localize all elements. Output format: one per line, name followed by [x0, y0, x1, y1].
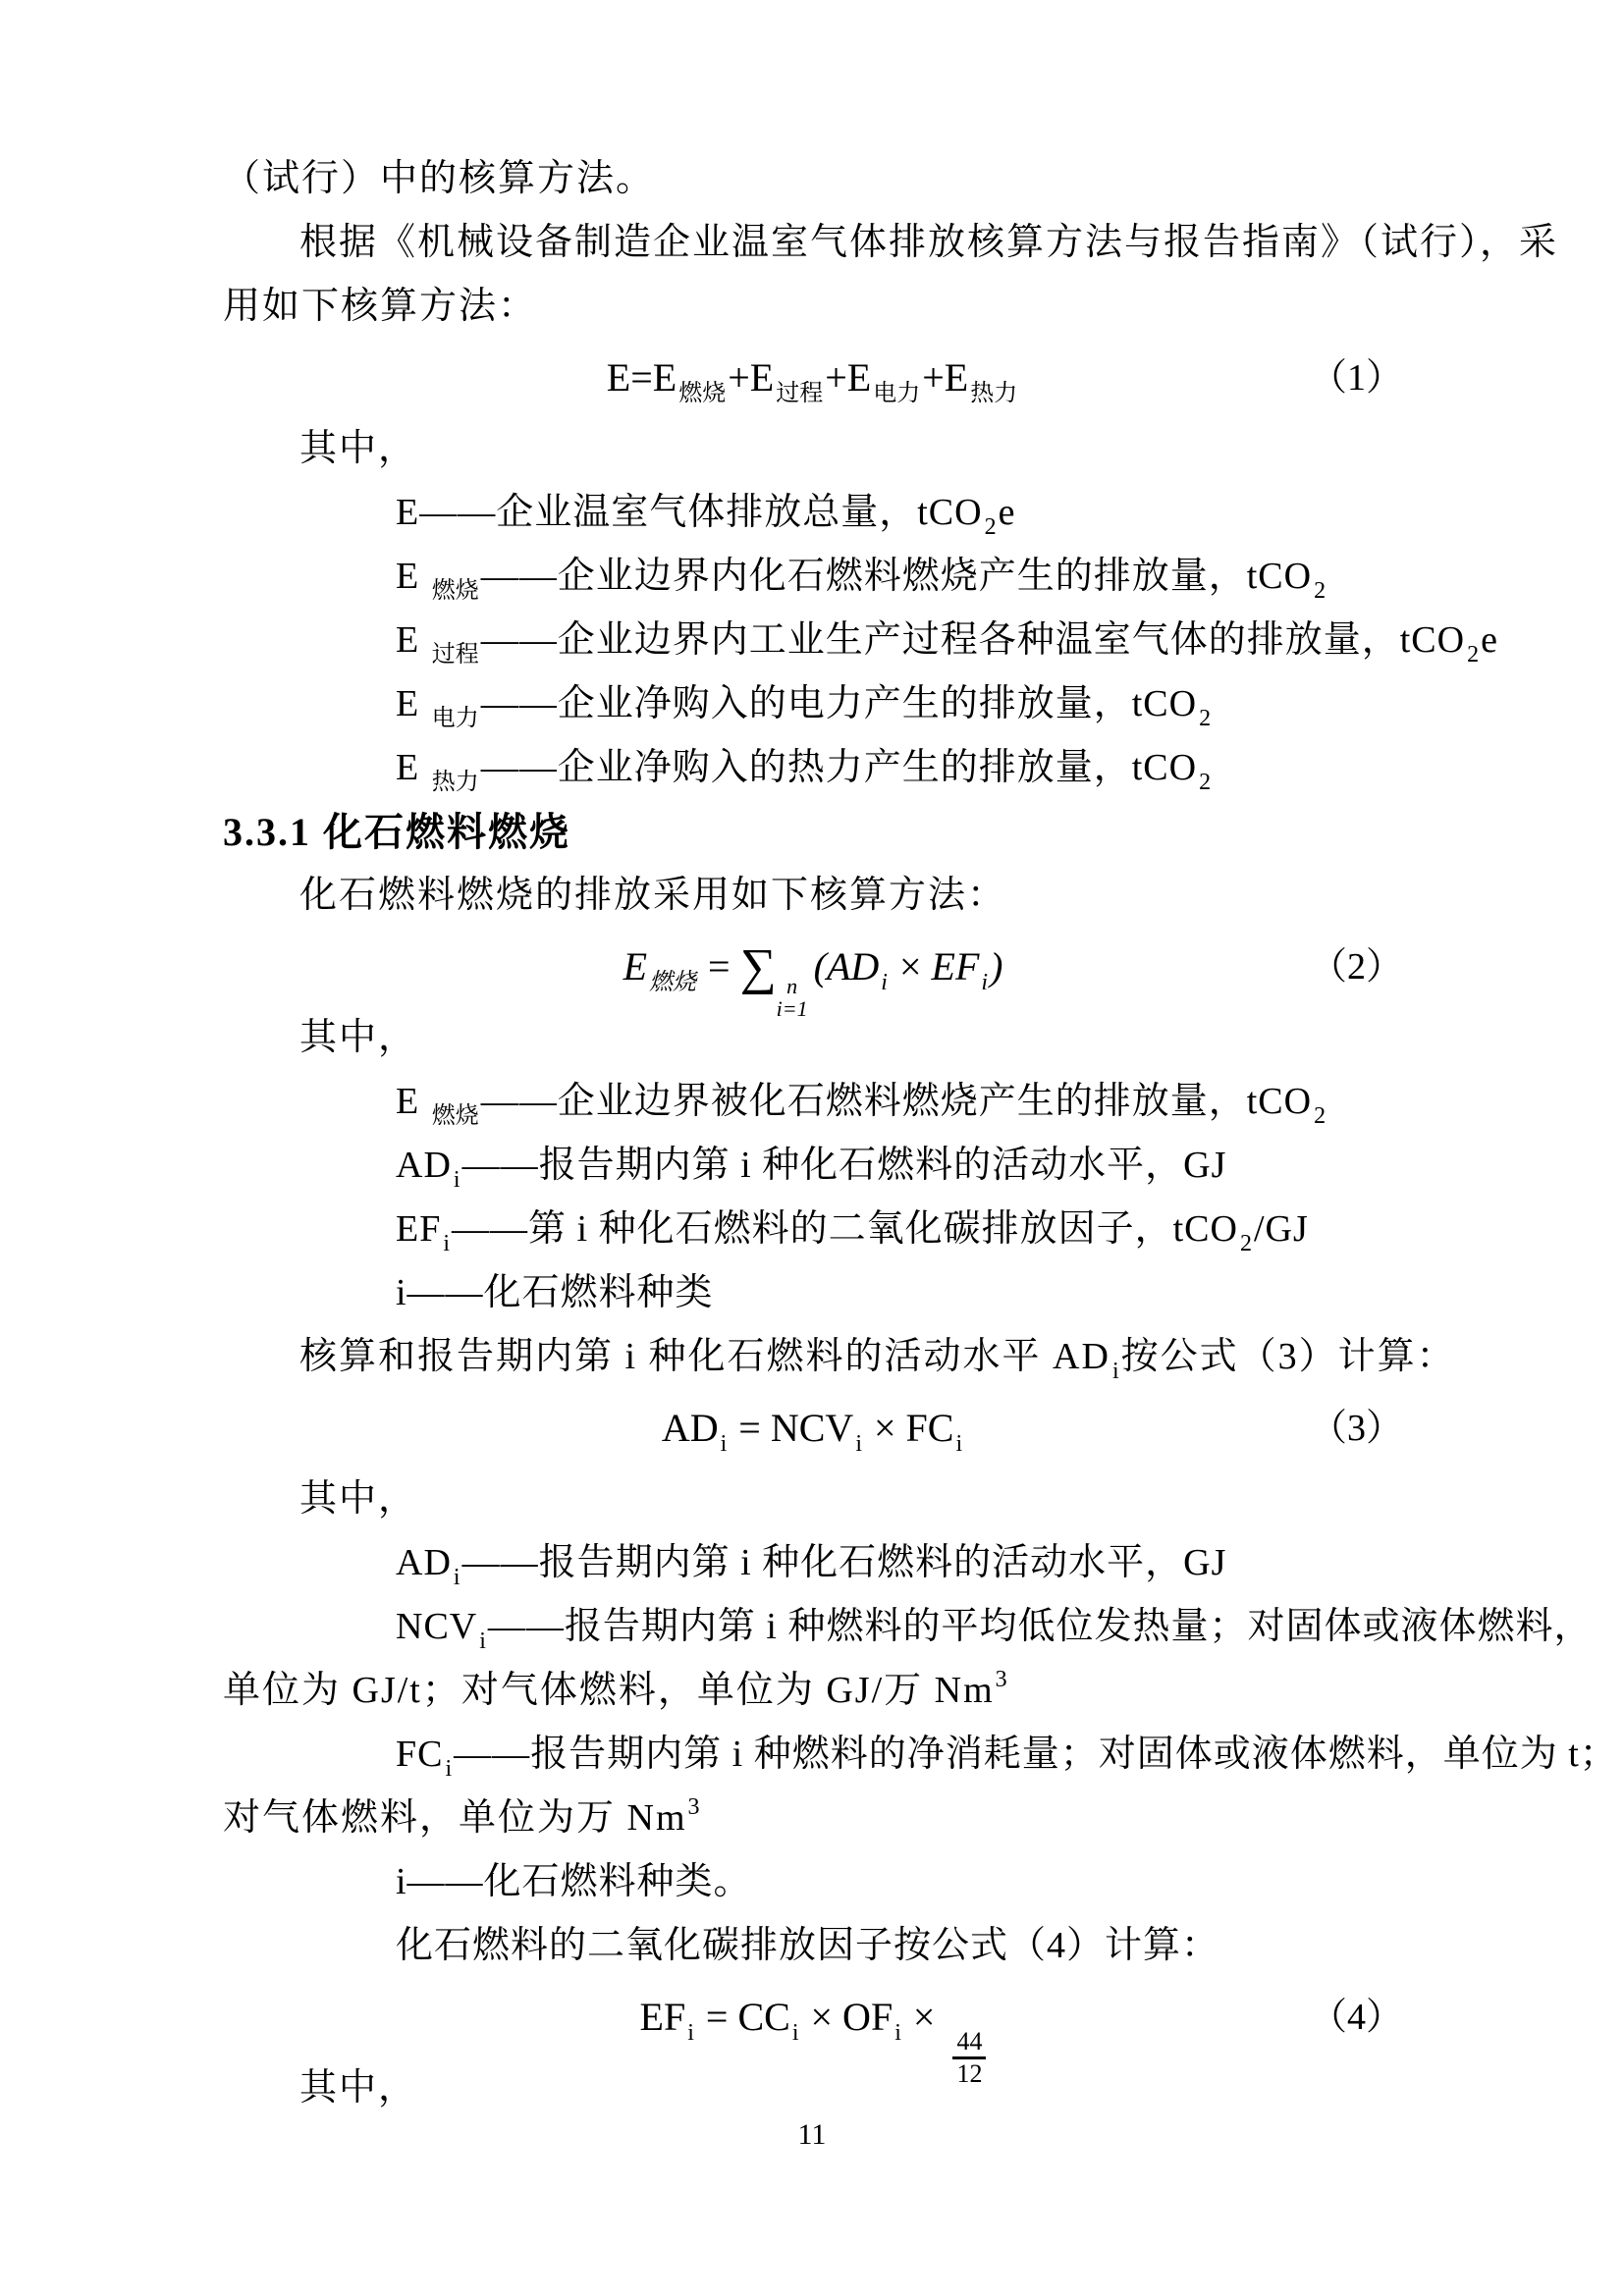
document-body — [223, 147, 1618, 2120]
def-E-ranshao: E $_{燃烧}$——企业边界内化石燃料燃烧产生的排放量，tCO$_2$ — [396, 556, 1326, 604]
fraction: $\frac{44}{12}$ — [952, 2027, 986, 2089]
para-ef-formula4: 化石燃料的二氧化碳排放因子按公式（4）计算： — [396, 1925, 1220, 1966]
def-E-ranshao-2: E $_{燃烧}$——企业边界被化石燃料燃烧产生的排放量，tCO$_2$ — [396, 1081, 1326, 1129]
para-qizhong-1: 其中， — [299, 428, 418, 469]
equation-1: $E=E_{燃烧}+E_{过程}+E_{电力}+E_{热力}$ （1） — [223, 339, 1403, 417]
para-fossil-intro: 化石燃料燃烧的排放采用如下核算方法： — [299, 875, 1007, 916]
page-footer — [0, 2115, 1624, 2155]
def-EFi: $EF_i——$第 i 种化石燃料的二氧化碳排放因子，tCO$_2$/GJ — [396, 1208, 1309, 1256]
para-qizhong-4: 其中， — [299, 2067, 418, 2109]
equation-number: （2） — [1309, 946, 1403, 988]
para-continued-method: （试行）中的核算方法。 — [223, 158, 656, 199]
def-E-reli: E $_{热力}$——企业净购入的热力产生的排放量，tCO$_2$ — [396, 747, 1212, 795]
sum-limits: n i=1 — [776, 974, 808, 1022]
equation-3: $AD_i = NCV_i \times FC_i$ （3） — [223, 1389, 1403, 1468]
para-genju-line1: 根据《机械设备制造企业温室气体排放核算方法与报告指南》（试行），采 — [299, 222, 1559, 263]
para-adi-formula3: 核算和报告期内第 i 种化石燃料的活动水平 $AD_i$按公式（3）计算： — [299, 1336, 1456, 1384]
equation-4: $EF_i = CC_i \times OF_i$ × $\frac{44}{12}$ （4） — [223, 1978, 1403, 2056]
def-NCVi-line2: 单位为 GJ/t；对气体燃料，单位为 GJ/万 Nm$^3$ — [223, 1667, 1007, 1711]
def-i-1: i——化石燃料种类 — [396, 1272, 714, 1313]
def-FCi-line2: 对气体燃料，单位为万 Nm$^3$ — [223, 1794, 700, 1839]
para-qizhong-3: 其中， — [299, 1478, 418, 1520]
def-ADi-1: $AD_i——$报告期内第 i 种化石燃料的活动水平，GJ — [396, 1145, 1227, 1193]
heading-3-3-1: 3.3.1 化石燃料燃烧 — [223, 810, 570, 854]
page-number: 11 — [797, 2118, 827, 2151]
def-NCVi-line1: $NCV_i——$报告期内第 i 种燃料的平均低位发热量；对固体或液体燃料， — [396, 1606, 1593, 1654]
equation-number: （4） — [1309, 1997, 1403, 2038]
def-E-dianli: E $_{电力}$——企业净购入的电力产生的排放量，tCO$_2$ — [396, 683, 1212, 731]
def-i-2: i——化石燃料种类。 — [396, 1861, 752, 1902]
def-FCi-line1: $FC_i——$报告期内第 i 种燃料的净消耗量；对固体或液体燃料，单位为 t； — [396, 1734, 1618, 1782]
equation-2: $E_{燃烧}$ = ∑ n i=1 $(AD_i \times EF_i)$ （2） — [223, 928, 1403, 1006]
equation-number: （3） — [1309, 1408, 1403, 1449]
def-ADi-2: $AD_i——$报告期内第 i 种化石燃料的活动水平，GJ — [396, 1542, 1227, 1590]
def-E-total: E——企业温室气体排放总量，tCO$_2$e — [396, 492, 1016, 540]
equation-number: （1） — [1309, 357, 1403, 399]
def-E-guocheng: E $_{过程}$——企业边界内工业生产过程各种温室气体的排放量，tCO$_2$e — [396, 619, 1498, 667]
para-qizhong-2: 其中， — [299, 1017, 418, 1058]
para-genju-line2: 用如下核算方法： — [223, 286, 538, 327]
